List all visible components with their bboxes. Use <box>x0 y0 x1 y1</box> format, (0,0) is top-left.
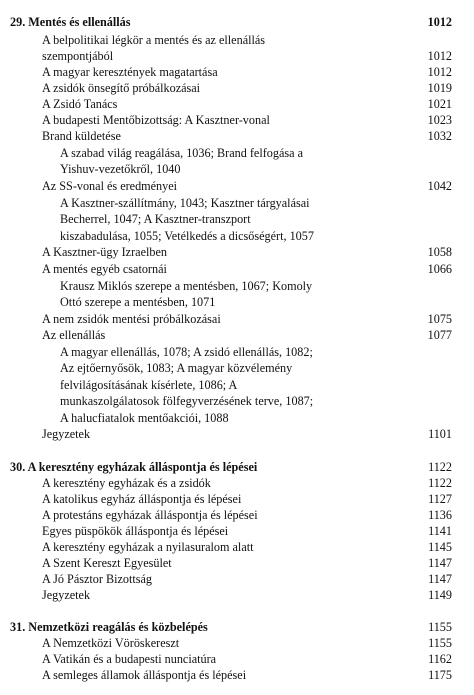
toc-subentry <box>0 361 474 376</box>
entry-title: Az ellenállás <box>42 328 106 342</box>
page-number: 1075 <box>427 312 452 326</box>
notes-title: Jegyzetek <box>42 588 91 602</box>
toc-entry <box>0 636 474 651</box>
toc-entry <box>0 508 474 523</box>
subentry-title: kiszabadulása, 1055; Vetélkedés a dicsőségért, 1057 <box>60 229 314 243</box>
subentry-title: Becherrel, 1047; A Kasztner-transzport <box>60 212 251 226</box>
entry-title: A zsidók önsegítő próbálkozásai <box>42 81 201 95</box>
toc-subentry <box>0 229 474 244</box>
subentry-title: Ottó szerepe a mentésben, 1071 <box>60 295 216 309</box>
entry-title: A magyar keresztények magatartása <box>42 65 218 79</box>
entry-title: A Vatikán és a budapesti nunciatúra <box>42 652 217 666</box>
page-number: 1058 <box>427 245 452 259</box>
toc-entry <box>0 524 474 539</box>
toc-entry <box>0 540 474 555</box>
notes-title: Jegyzetek <box>42 427 91 441</box>
toc-subentry <box>0 394 474 409</box>
chapter-title: 31. Nemzetközi reagálás és közbelépés <box>10 620 208 634</box>
page-number: 1101 <box>428 427 452 441</box>
page-number: 1122 <box>428 460 452 474</box>
page-number: 1149 <box>428 588 452 602</box>
page-number: 1162 <box>428 652 452 666</box>
entry-title: A katolikus egyház álláspontja és lépései <box>42 492 242 506</box>
subentry-title: munkaszolgálatosok fölfegyverzésének terve, 1087; <box>60 394 314 408</box>
entry-title: A Kasztner-ügy Izraelben <box>42 245 167 259</box>
page-number: 1147 <box>428 556 452 570</box>
page-number: 1155 <box>428 620 452 634</box>
toc-entry <box>0 49 474 64</box>
toc-entry <box>0 97 474 112</box>
page-number: 1023 <box>427 113 452 127</box>
toc-subentry <box>0 279 474 294</box>
toc-notes <box>0 588 474 603</box>
toc-entry <box>0 556 474 571</box>
toc-subentry <box>0 295 474 310</box>
chapter-title: 30. A keresztény egyházak álláspontja és lépései <box>10 460 258 474</box>
toc-entry <box>0 113 474 128</box>
toc-subentry <box>0 196 474 211</box>
subentry-title: A Kasztner-szállítmány, 1043; Kasztner tárgyalásai <box>60 196 310 210</box>
toc-subentry <box>0 345 474 360</box>
toc-entry <box>0 129 474 144</box>
toc-chapter-31 <box>0 620 474 635</box>
toc-chapter-30 <box>0 460 474 475</box>
entry-title: A belpolitikai légkör a mentés és az ellenállás <box>42 33 266 47</box>
toc-entry <box>0 81 474 96</box>
toc-entry <box>0 179 474 194</box>
toc-notes <box>0 427 474 442</box>
page-number: 1145 <box>428 540 452 554</box>
page-number: 1012 <box>427 15 452 29</box>
entry-title: Egyes püspökök álláspontja és lépései <box>42 524 229 538</box>
entry-title: A nem zsidók mentési próbálkozásai <box>42 312 221 326</box>
entry-title: szempontjából <box>42 49 114 63</box>
toc-entry <box>0 328 474 343</box>
toc-entry <box>0 652 474 667</box>
entry-title: A Jó Pásztor Bizottság <box>42 572 153 586</box>
entry-title: Brand küldetése <box>42 129 121 143</box>
page-number: 1012 <box>427 49 452 63</box>
subentry-title: Az ejtőernyősök, 1083; A magyar közvélemény <box>60 361 293 375</box>
page-number: 1147 <box>428 572 452 586</box>
subentry-title: A szabad világ reagálása, 1036; Brand felfogása a <box>60 146 303 160</box>
page-number: 1077 <box>427 328 452 342</box>
toc-entry <box>0 668 474 683</box>
toc-entry <box>0 245 474 260</box>
page-number: 1136 <box>428 508 452 522</box>
toc-subentry <box>0 162 474 177</box>
toc-entry <box>0 492 474 507</box>
entry-title: A Nemzetközi Vöröskereszt <box>42 636 180 650</box>
entry-title: A mentés egyéb csatornái <box>42 262 167 276</box>
page-number: 1019 <box>427 81 452 95</box>
toc-subentry <box>0 411 474 426</box>
toc-subentry <box>0 146 474 161</box>
toc-entry <box>0 65 474 80</box>
page-number: 1066 <box>427 262 452 276</box>
page-number: 1032 <box>427 129 452 143</box>
entry-title: A protestáns egyházak álláspontja és lépései <box>42 508 258 522</box>
toc-entry <box>0 572 474 587</box>
page-number: 1021 <box>427 97 452 111</box>
toc-subentry <box>0 378 474 393</box>
toc-entry <box>0 33 474 48</box>
page-number: 1141 <box>428 524 452 538</box>
toc-entry <box>0 262 474 277</box>
toc-chapter-29 <box>0 15 474 30</box>
entry-title: Az SS-vonal és eredményei <box>42 179 178 193</box>
entry-title: A keresztény egyházak és a zsidók <box>42 476 211 490</box>
page-number: 1042 <box>427 179 452 193</box>
page-number: 1155 <box>428 636 452 650</box>
toc-entry <box>0 476 474 491</box>
page-number: 1127 <box>428 492 452 506</box>
toc-subentry <box>0 212 474 227</box>
page-number: 1012 <box>427 65 452 79</box>
subentry-title: A magyar ellenállás, 1078; A zsidó ellenállás, 1082; <box>60 345 313 359</box>
entry-title: A semleges államok álláspontja és lépései <box>42 668 247 682</box>
toc-entry <box>0 312 474 327</box>
entry-title: A budapesti Mentőbizottság: A Kasztner-vonal <box>42 113 270 127</box>
subentry-title: Yishuv-vezetőkről, 1040 <box>60 162 181 176</box>
subentry-title: Krausz Miklós szerepe a mentésben, 1067; Komoly <box>60 279 313 293</box>
subentry-title: A halucfiatalok mentőakciói, 1088 <box>60 411 229 425</box>
entry-title: A keresztény egyházak a nyilasuralom alatt <box>42 540 254 554</box>
entry-title: A Szent Kereszt Egyesület <box>42 556 172 570</box>
chapter-title: 29. Mentés és ellenállás <box>10 15 131 29</box>
page-number: 1122 <box>428 476 452 490</box>
entry-title: A Zsidó Tanács <box>42 97 118 111</box>
subentry-title: felvilágosításának kísérlete, 1086; A <box>60 378 238 392</box>
page-number: 1175 <box>428 668 452 682</box>
